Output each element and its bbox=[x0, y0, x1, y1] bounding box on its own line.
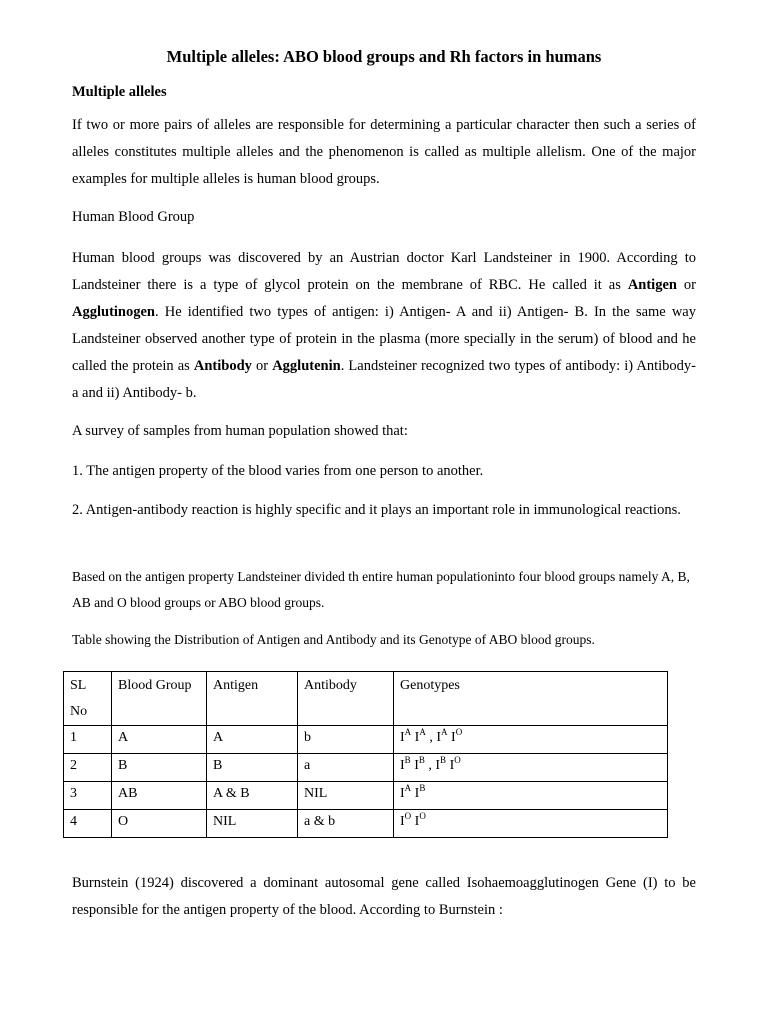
cell-blood-group: AB bbox=[112, 782, 207, 810]
header-antigen: Antigen bbox=[207, 672, 298, 726]
cell-antigen: A & B bbox=[207, 782, 298, 810]
cell-antibody: a bbox=[298, 754, 394, 782]
cell-antigen: B bbox=[207, 754, 298, 782]
abo-table bbox=[63, 671, 668, 838]
point-1: 1. The antigen property of the blood varies from one person to another. bbox=[72, 463, 484, 479]
cell-antigen: NIL bbox=[207, 810, 298, 838]
cell-sl: 1 bbox=[64, 726, 112, 754]
term-antigen: Antigen bbox=[627, 277, 677, 293]
burnstein-paragraph: Burnstein (1924) discovered a dominant autosomal gene called Isohaemoagglutinogen Gene (I) to be responsible for the antigen property of the blood. According to Burnstein : bbox=[72, 875, 696, 918]
cell-antibody: a & b bbox=[298, 810, 394, 838]
table-header-row bbox=[64, 672, 668, 726]
cell-genotypes: $I^A$ $I^A$ , $I^A$ $I^O$ bbox=[394, 726, 668, 754]
cell-genotypes: $I^O$ $I^O$ bbox=[394, 810, 668, 838]
term-antibody: Antibody bbox=[193, 358, 252, 374]
cell-sl: 4 bbox=[64, 810, 112, 838]
page-title: Multiple alleles: ABO blood groups and Rh factors in humans bbox=[166, 47, 602, 66]
table-row bbox=[64, 754, 668, 782]
cell-antibody: b bbox=[298, 726, 394, 754]
cell-sl: 3 bbox=[64, 782, 112, 810]
intro-paragraph: If two or more pairs of alleles are responsible for determining a particular character then such a series of alleles constitutes multiple alleles and the phenomenon is called as multiple allelism. One of the major examples for multiple alleles is human blood groups. bbox=[72, 117, 696, 187]
cell-blood-group: A bbox=[112, 726, 207, 754]
cell-blood-group: O bbox=[112, 810, 207, 838]
term-agglutinogen: Agglutinogen bbox=[72, 304, 155, 320]
cell-blood-group: B bbox=[112, 754, 207, 782]
point-2: 2. Antigen-antibody reaction is highly specific and it plays an important role in immunological reactions. bbox=[72, 502, 681, 518]
table-caption: Table showing the Distribution of Antigen and Antibody and its Genotype of ABO blood groups. bbox=[72, 632, 595, 647]
table-row bbox=[64, 810, 668, 838]
section-heading: Multiple alleles bbox=[72, 84, 167, 100]
header-sl-no: SL No bbox=[64, 672, 112, 726]
survey-paragraph: A survey of samples from human population showed that: bbox=[72, 423, 408, 439]
cell-genotypes: $I^A$ $I^B$ bbox=[394, 782, 668, 810]
header-genotypes: Genotypes bbox=[394, 672, 668, 726]
cell-genotypes: $I^B$ $I^B$ , $I^B$ $I^O$ bbox=[394, 754, 668, 782]
header-blood-group: Blood Group bbox=[112, 672, 207, 726]
table-row bbox=[64, 726, 668, 754]
term-agglutenin: Agglutenin bbox=[272, 358, 341, 374]
cell-antigen: A bbox=[207, 726, 298, 754]
cell-sl: 2 bbox=[64, 754, 112, 782]
subheading: Human Blood Group bbox=[72, 209, 195, 225]
blood-groups-paragraph: Based on the antigen property Landsteiner divided th entire human populationinto four blood groups namely A, B, AB and O blood groups or ABO blood groups. bbox=[72, 569, 690, 610]
cell-antibody: NIL bbox=[298, 782, 394, 810]
landsteiner-paragraph: Human blood groups was discovered by an Austrian doctor Karl Landsteiner in 1900. According to Landsteiner there is a type of glycol protein on the membrane of RBC. He called it as Antigen or Agglutinogen. He identified two types of antigen: i) Antigen- A and ii) Antigen- B. In the same way Landsteiner observed another type of protein in the plasma (more specially in the serum) of blood and he called the protein as Antibody or Agglutenin. Landsteiner recognized two types of antibody: i) Antibody- a and ii) Antibody- b. bbox=[72, 250, 696, 401]
table-row bbox=[64, 782, 668, 810]
header-antibody: Antibody bbox=[298, 672, 394, 726]
